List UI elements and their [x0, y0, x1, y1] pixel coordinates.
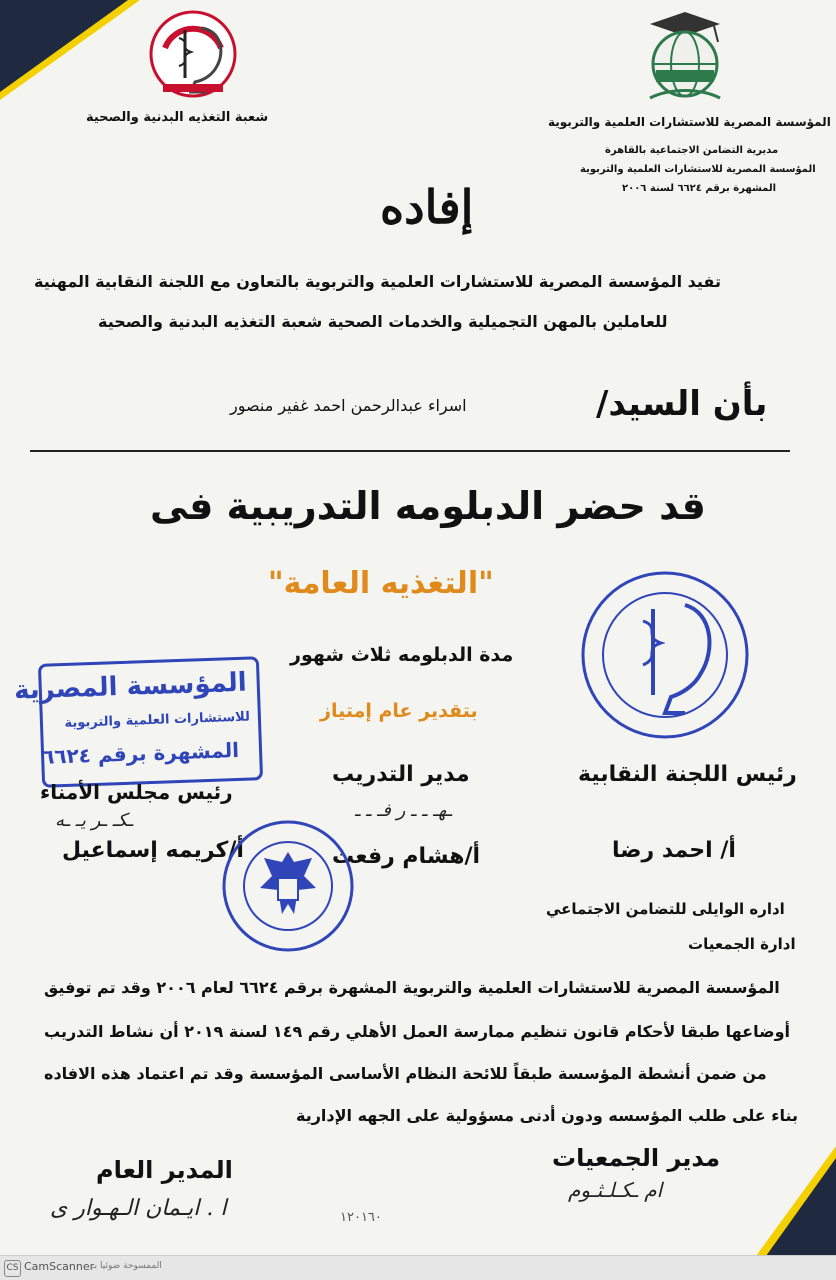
- course-grade: بتقدير عام إمتياز: [320, 700, 478, 722]
- scanned-with-text: الممسوحة ضوئيا بـ: [92, 1261, 162, 1271]
- associations-manager-signature: ام ـكـلـثـوم: [568, 1178, 663, 1202]
- associations-manager-title: مدير الجمعيات: [552, 1144, 721, 1172]
- admin-line-2: ادارة الجمعيات: [688, 935, 796, 953]
- union-head-title: رئيس اللجنة النقابية: [578, 762, 797, 787]
- document-title: إفاده: [380, 180, 474, 234]
- body-line-4: بناء على طلب المؤسسه ودون أدنى مسؤولية على الجهه الإدارية: [296, 1106, 799, 1125]
- camscanner-icon: CS: [4, 1260, 21, 1277]
- board-head-name: أ/كريمه إسماعيل: [62, 838, 244, 863]
- admin-line-1: اداره الوايلى للتضامن الاجتماعي: [546, 900, 785, 918]
- board-signature: ـكـ ـر يـ ـه: [55, 810, 134, 831]
- recipient-name: اسراء عبدالرحمن احمد غفير منصور: [230, 396, 467, 415]
- attended-statement: قد حضر الدبلومه التدريبية فى: [150, 484, 706, 528]
- recipient-label: بأن السيد/: [596, 384, 768, 424]
- course-duration: مدة الدبلومه ثلاث شهور: [290, 644, 514, 666]
- recipient-underline: [30, 450, 790, 452]
- training-signature: ـهـ ـ ـ ر فـ ـ ـ: [355, 800, 452, 821]
- union-round-stamp: [575, 565, 755, 745]
- training-manager-name: أ/هشام رفعت: [332, 844, 481, 869]
- training-manager-title: مدير التدريب: [332, 762, 470, 787]
- header-line-3: المشهرة برقم ٦٦٢٤ لسنة ٢٠٠٦: [622, 183, 777, 194]
- union-head-name: أ/ احمد رضا: [612, 838, 736, 863]
- general-manager-signature: ا . ايـمان الـهـوار ى: [50, 1196, 227, 1221]
- stamp-line-3: المشهرة برقم ٦٦٢٤: [41, 737, 240, 769]
- header-line-2: المؤسسة المصرية للاستشارات العلمية والتربوية: [580, 164, 816, 175]
- board-head-title: رئيس مجلس الأمناء: [40, 780, 233, 804]
- document-number: ١٢٠١٦٠: [340, 1210, 382, 1225]
- stamp-line-2: للاستشارات العلمية والتربوية: [64, 709, 251, 731]
- header-line-1: مديرية التضامن الاجتماعية بالقاهرة: [605, 145, 779, 156]
- bottom-right-corner-decoration: [756, 1146, 836, 1256]
- medical-union-logo: [145, 8, 245, 100]
- stamp-line-1: المؤسسة المصرية: [13, 667, 248, 706]
- general-manager-title: المدير العام: [96, 1156, 233, 1184]
- intro-line-2: للعاملين بالمهن التجميلية والخدمات الصحية شعبة التغذيه البدنية والصحية: [98, 312, 668, 331]
- intro-line-1: تفيد المؤسسة المصرية للاستشارات العلمية والتربوية بالتعاون مع اللجنة النقابية المهنية: [34, 272, 721, 291]
- foundation-rect-stamp: [13, 656, 263, 788]
- body-line-1: المؤسسة المصرية للاستشارات العلمية والتربوية المشهرة برقم ٦٦٢٤ لعام ٢٠٠٦ وقد تم توفيق: [44, 978, 780, 997]
- left-department-name: شعبة التغذيه البدنية والصحية: [86, 110, 269, 125]
- body-line-3: من ضمن أنشطة المؤسسة طبقاً للائحة النظام الأساسى المؤسسة وقد تم اعتماد هذه الافاده: [44, 1064, 767, 1083]
- camscanner-brand: CamScanner: [24, 1260, 95, 1273]
- scanner-footer: [0, 1255, 836, 1280]
- course-name: "التغذيه العامة": [268, 566, 494, 601]
- top-left-corner-decoration: [0, 0, 140, 100]
- foundation-logo: [640, 8, 730, 108]
- body-line-2: أوضاعها طبقا لأحكام قانون تنظيم ممارسة العمل الأهلي رقم ١٤٩ لسنة ٢٠١٩ أن نشاط التدريب: [44, 1022, 791, 1041]
- ministry-eagle-seal: [220, 818, 356, 954]
- foundation-name: المؤسسة المصرية للاستشارات العلمية والتربوية: [548, 115, 831, 129]
